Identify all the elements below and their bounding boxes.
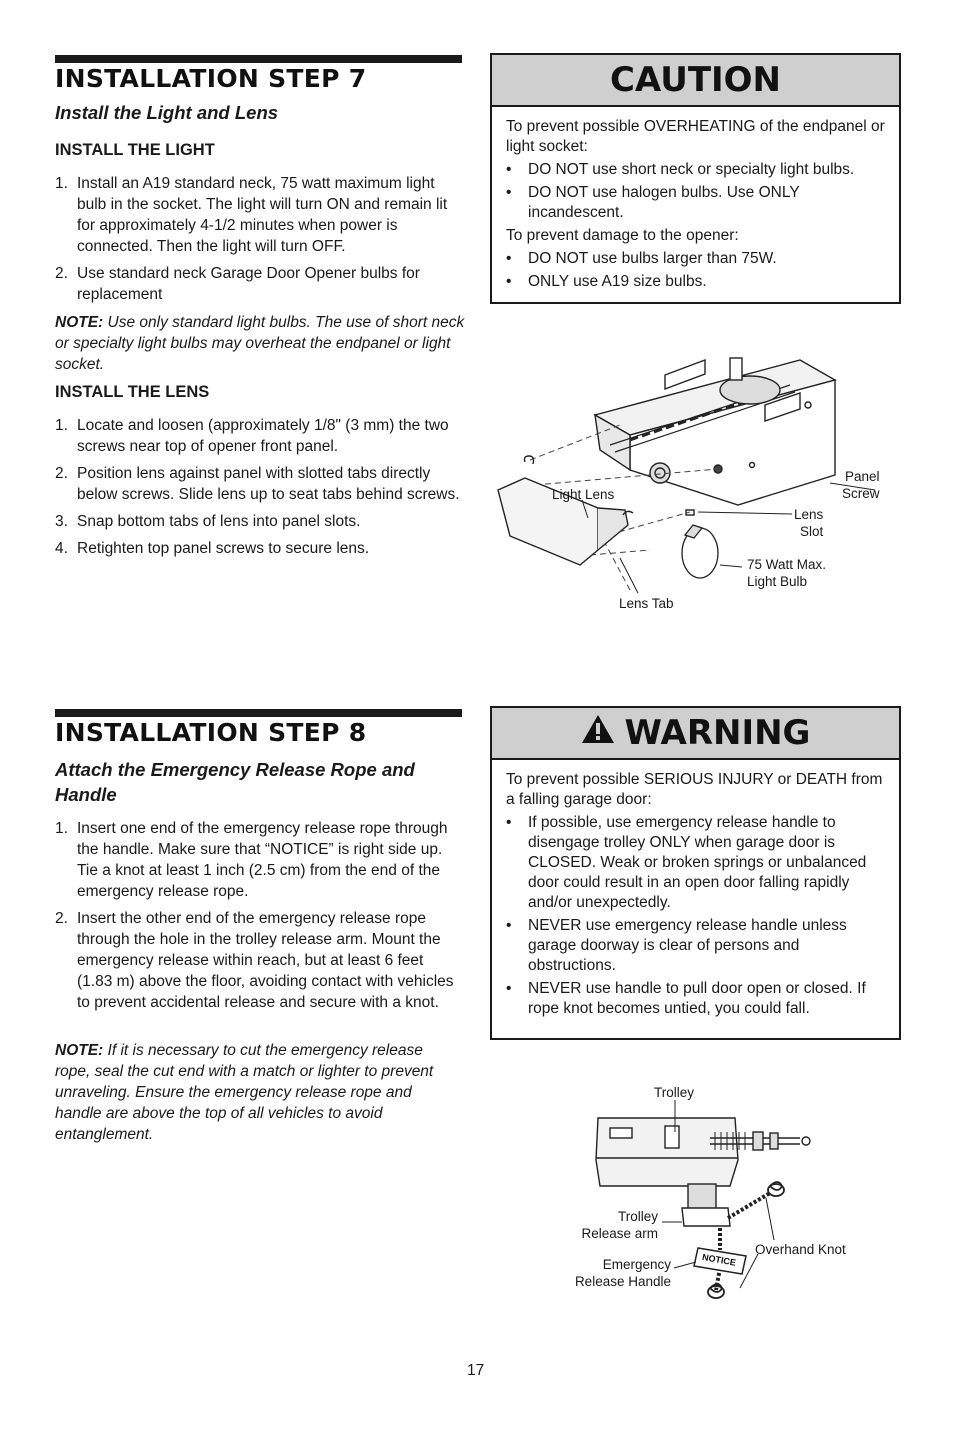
install-lens-steps (55, 415, 460, 565)
label-lens-slot: Lens Slot (794, 507, 824, 539)
install-light-steps (55, 173, 460, 311)
list-item: • ONLY use A19 size bulbs. (506, 272, 885, 292)
list-item: 1. Locate and loosen (approximately 1/8" (3 mm) the two screws near top of opener front panel. (55, 417, 449, 455)
step7-subtitle: Install the Light and Lens (55, 102, 279, 123)
warning-body (492, 760, 899, 1032)
list-item: 3. Snap bottom tabs of lens into panel slots. (55, 513, 361, 530)
list-item: 1. Insert one end of the emergency release rope through the handle. Make sure that “NOTICE” is right side up. Tie a knot at least 1 inch (2.5 cm) from the end of the emergency release rope. (55, 820, 448, 900)
caution-bullets-damage (506, 249, 885, 292)
caution-intro: To prevent possible OVERHEATING of the endpanel or light socket: (506, 118, 885, 155)
label-light-lens: Light Lens (552, 487, 615, 502)
list-item: • DO NOT use short neck or specialty light bulbs. (506, 160, 885, 180)
step8-note: NOTE: If it is necessary to cut the emergency release rope, seal the cut end with a match or lighter to prevent unraveling. Ensure the emergency release rope and handle are above the top of all vehicles to avoid entanglement. (55, 1042, 434, 1143)
caution-box (490, 53, 901, 304)
release-rope (728, 1190, 775, 1218)
list-item: 4. Retighten top panel screws to secure lens. (55, 540, 370, 557)
list-item: • DO NOT use bulbs larger than 75W. (506, 249, 885, 269)
light-bulb (682, 525, 718, 578)
trolley-release-arm (682, 1208, 730, 1226)
label-lens-tab: Lens Tab (619, 596, 674, 611)
label-panel-screw: Panel Screw (842, 469, 880, 501)
install-light-heading: INSTALL THE LIGHT (55, 141, 215, 159)
caution-body (492, 107, 899, 305)
step8-title: INSTALLATION STEP 8 (55, 718, 367, 747)
light-lens-diagram (480, 340, 910, 630)
trolley-diagram (570, 1080, 870, 1310)
list-item: 2. Use standard neck Garage Door Opener bulbs for replacement (55, 265, 420, 303)
warning-bullets (506, 813, 885, 1019)
warning-header (492, 708, 899, 760)
list-item: • NEVER use emergency release handle unless garage doorway is clear of persons and obstructions. (506, 916, 885, 976)
warning-triangle-icon (581, 713, 615, 753)
label-trolley: Trolley (654, 1085, 695, 1100)
list-item: • NEVER use handle to pull door open or closed. If rope knot becomes untied, you could fall. (506, 979, 885, 1019)
step7-note: NOTE: Use only standard light bulbs. The use of short neck or specialty light bulbs may overheat the endpanel or light socket. (55, 314, 465, 373)
step8-subtitle: Attach the Emergency Release Rope and Handle (55, 759, 415, 805)
list-item: 1. Install an A19 standard neck, 75 watt maximum light bulb in the socket. The light will turn ON and remain lit for approximately 4-1/2 minutes when power is connected. Then the light will turn OFF. (55, 175, 448, 255)
list-item: • DO NOT use halogen bulbs. Use ONLY incandescent. (506, 183, 885, 223)
label-light-bulb: 75 Watt Max. Light Bulb (747, 557, 827, 589)
step7-rule (55, 55, 462, 63)
warning-box (490, 706, 901, 1040)
caution-title: CAUTION (609, 60, 782, 100)
list-item: 2. Insert the other end of the emergency release rope through the hole in the trolley release arm. Mount the emergency release within reach, but at least 6 feet (1.83 m) above the floor, avoiding contact with vehicles to prevent accidental release and secure with a knot. (55, 910, 454, 1011)
caution-intro2: To prevent damage to the opener: (506, 227, 739, 244)
caution-bullets-overheat (506, 160, 885, 223)
warning-intro: To prevent possible SERIOUS INJURY or DEATH from a falling garage door: (506, 771, 883, 808)
step8-steps (55, 818, 460, 1019)
step7-title: INSTALLATION STEP 7 (55, 64, 367, 93)
step8-rule (55, 709, 462, 717)
install-lens-heading: INSTALL THE LENS (55, 383, 210, 401)
caution-header (492, 55, 899, 107)
label-overhand-knot: Overhand Knot (755, 1242, 846, 1257)
page-number: 17 (467, 1362, 485, 1379)
warning-title: WARNING (624, 713, 811, 753)
label-emergency-release-handle: Emergency Release Handle (574, 1257, 671, 1289)
list-item: • If possible, use emergency release handle to disengage trolley ONLY when garage door is CLOSED. Weak or broken springs or unbalanced door could result in an open door falling rapidly and/or unexpectedly. (506, 813, 885, 913)
handle-notice-text: NOTICE (701, 1251, 737, 1268)
label-trolley-release-arm: Trolley Release arm (581, 1209, 658, 1241)
list-item: 2. Position lens against panel with slotted tabs directly below screws. Slide lens up to seat tabs behind screws. (55, 465, 460, 503)
